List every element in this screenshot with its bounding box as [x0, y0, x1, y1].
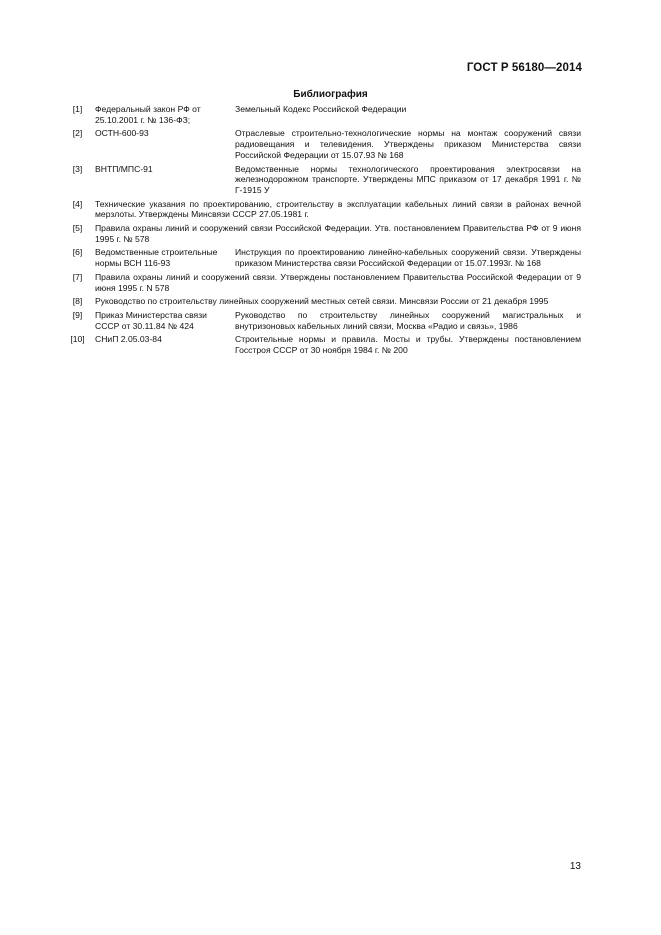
- bibliography-entry: [60, 310, 581, 331]
- bibliography-entry: [60, 104, 581, 125]
- entry-number: [5]: [72, 223, 83, 234]
- entry-number: [1]: [72, 104, 83, 114]
- entry-number: [9]: [72, 309, 83, 320]
- entry-number: [7]: [72, 271, 83, 282]
- entry-source: СНиП 2.05.03-84: [95, 334, 162, 345]
- entry-source: ВНТП/МПС-91: [95, 163, 153, 174]
- entry-number: [10]: [70, 334, 85, 345]
- bibliography-entry: [60, 223, 581, 244]
- entry-text: Инструкция по проектированию линейно-кабельных сооружений связи. Утверждены приказом Министерства связи Российской Федерации от 15.07.1993г. № 168: [235, 247, 581, 269]
- entry-source: Приказ Министерства связи СССР от 30.11.84 № 424: [95, 309, 207, 331]
- entry-text: Отраслевые строительно-технологические нормы на монтаж сооружений связи радиовещания и телевидения. Утверждены приказом Министерства связи Российской Федерации от 15.07.93 № 168: [235, 128, 581, 160]
- entry-text: Технические указания по проектированию, строительству в эксплуатации кабельных линий связи в районах вечной мерзлоты. Утверждены Минсвязи СССР 27.05.1981 г.: [95, 198, 581, 220]
- entry-number: [2]: [72, 128, 83, 139]
- entry-source: Федеральный закон РФ от 25.10.2001 г. № 136-ФЗ;: [95, 104, 201, 125]
- bibliography-entry: [60, 164, 581, 196]
- entry-source: Ведомственные строительные нормы ВСН 116-93: [95, 247, 218, 269]
- bibliography-list: [60, 104, 581, 359]
- bibliography-entry: [60, 247, 581, 268]
- standard-code: ГОСТ Р 56180—2014: [466, 62, 582, 74]
- entry-text: Правила охраны линий и сооружений связи Российской Федерации. Утв. постановлением Правительства РФ от 9 июня 1995 г. № 578: [95, 223, 581, 244]
- bibliography-entry: [60, 199, 581, 220]
- page-title: Библиография: [293, 89, 368, 100]
- entry-text: Руководство по строительству линейных сооружений местных сетей связи. Минсвязи России от 21 декабря 1995: [95, 296, 549, 307]
- bibliography-entry: [60, 296, 581, 307]
- entry-text: Строительные нормы и правила. Мосты и трубы. Утверждены постановлением Госстроя СССР от 30 ноября 1984 г. № 200: [235, 334, 581, 356]
- entry-number: [3]: [72, 163, 83, 174]
- bibliography-entry: [60, 334, 581, 355]
- bibliography-entry: [60, 272, 581, 293]
- entry-source: ОСТН-600-93: [95, 128, 149, 139]
- entry-text: Ведомственные нормы технологического проектирования электросвязи на железнодорожном транспорте. Утверждены МПС приказом от 17 декабря 1991 г. № Г-1915 У: [235, 163, 581, 195]
- page-number: 13: [569, 861, 581, 872]
- entry-text: Правила охраны линий и сооружений связи. Утверждены постановлением Правительства Российской Федерации от 9 июня 1995 г. N 578: [95, 271, 581, 293]
- entry-number: [6]: [72, 247, 83, 258]
- entry-text: Руководство по строительству линейных сооружений магистральных и внутризоновых кабельных линий связи, Москва «Радио и связь», 1986: [235, 309, 581, 331]
- entry-number: [8]: [72, 296, 83, 307]
- entry-text: Земельный Кодекс Российской Федерации: [235, 104, 407, 114]
- bibliography-entry: [60, 128, 581, 160]
- entry-number: [4]: [72, 198, 83, 209]
